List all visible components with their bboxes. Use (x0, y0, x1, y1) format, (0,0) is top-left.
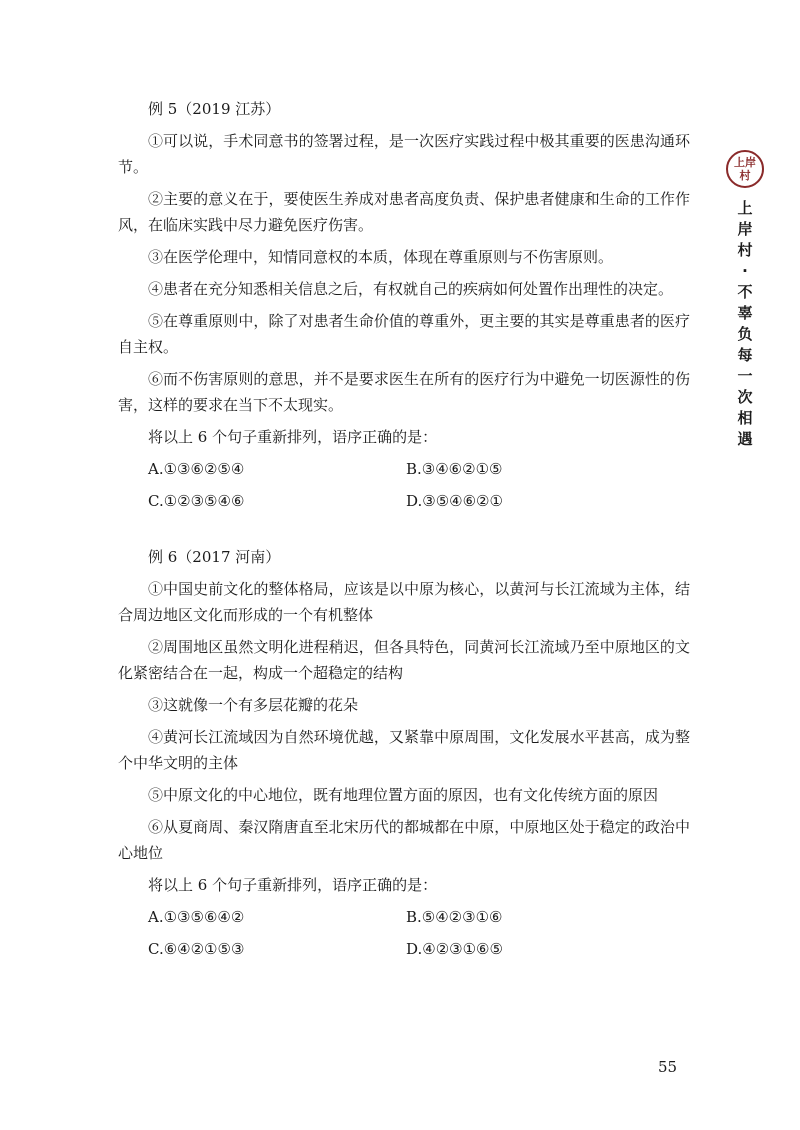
example-5-option-c: C.①②③⑤④⑥ (148, 492, 245, 510)
slogan-char: 负 (737, 325, 753, 343)
example-6-prompt: 将以上 6 个句子重新排列，语序正确的是： (148, 876, 438, 894)
brand-slogan (726, 198, 764, 450)
example-6-sentence-2: ②周围地区虽然文明化进程稍迟，但各具特色，同黄河长江流域乃至中原地区的文化紧密结合在一起，构成一个超稳定的结构 (118, 638, 690, 682)
example-6-option-d: D.④②③①⑥⑤ (406, 940, 503, 958)
section-gap (118, 514, 690, 544)
slogan-char: 辜 (737, 304, 753, 322)
slogan-char: 次 (737, 388, 753, 406)
slogan-char: 一 (737, 367, 753, 385)
example-6-option-c: C.⑥④②①⑤③ (148, 940, 245, 958)
example-5-sentence-4: ④患者在充分知悉相关信息之后，有权就自己的疾病如何处置作出理性的决定。 (148, 280, 674, 298)
example-6-option-b: B.⑤④②③①⑥ (406, 908, 503, 926)
page-number: 55 (658, 1058, 678, 1076)
example-6 (118, 544, 690, 962)
example-6-sentence-3: ③这就像一个有多层花瓣的花朵 (148, 696, 359, 714)
example-5-prompt: 将以上 6 个句子重新排列，语序正确的是： (148, 428, 438, 446)
seal-line-1: 上岸 (734, 156, 756, 169)
example-5-option-d: D.③⑤④⑥②① (406, 492, 503, 510)
slogan-char: · (742, 262, 748, 280)
slogan-char: 不 (737, 283, 753, 301)
example-5-sentence-3: ③在医学伦理中，知情同意权的本质，体现在尊重原则与不伤害原则。 (148, 248, 614, 266)
slogan-char: 上 (737, 199, 753, 217)
example-6-sentence-4: ④黄河长江流域因为自然环境优越，又紧靠中原周围，文化发展水平甚高，成为整个中华文明的主体 (118, 728, 690, 772)
brand-seal-logo (726, 150, 764, 188)
example-5-sentence-1: ①可以说，手术同意书的签署过程，是一次医疗实践过程中极其重要的医患沟通环节。 (118, 132, 690, 176)
page-content (118, 96, 690, 962)
example-6-sentence-6: ⑥从夏商周、秦汉隋唐直至北宋历代的都城都在中原，中原地区处于稳定的政治中心地位 (118, 818, 690, 862)
example-6-sentence-5: ⑤中原文化的中心地位，既有地理位置方面的原因，也有文化传统方面的原因 (148, 786, 659, 804)
slogan-char: 每 (737, 346, 753, 364)
example-5-option-b: B.③④⑥②①⑤ (406, 460, 503, 478)
slogan-char: 村 (737, 241, 753, 259)
example-5-title: 例 5（2019 江苏） (148, 100, 281, 118)
slogan-char: 遇 (737, 430, 753, 448)
example-5-options (118, 456, 690, 514)
example-6-option-a: A.①③⑤⑥④② (148, 908, 245, 926)
example-5 (118, 96, 690, 514)
example-6-sentence-1: ①中国史前文化的整体格局，应该是以中原为核心，以黄河与长江流域为主体，结合周边地区文化而形成的一个有机整体 (118, 580, 690, 624)
example-5-option-a: A.①③⑥②⑤④ (148, 460, 245, 478)
example-6-options (118, 904, 690, 962)
example-5-sentence-5: ⑤在尊重原则中，除了对患者生命价值的尊重外，更主要的其实是尊重患者的医疗自主权。 (118, 312, 690, 356)
slogan-char: 岸 (737, 220, 753, 238)
brand-sidebar (726, 150, 766, 450)
slogan-char: 相 (737, 409, 753, 427)
example-5-sentence-6: ⑥而不伤害原则的意思，并不是要求医生在所有的医疗行为中避免一切医源性的伤害，这样的要求在当下不太现实。 (118, 370, 690, 414)
seal-line-2: 村 (739, 169, 751, 182)
example-5-sentence-2: ②主要的意义在于，要使医生养成对患者高度负责、保护患者健康和生命的工作作风，在临床实践中尽力避免医疗伤害。 (118, 190, 690, 234)
example-6-title: 例 6（2017 河南） (148, 548, 281, 566)
